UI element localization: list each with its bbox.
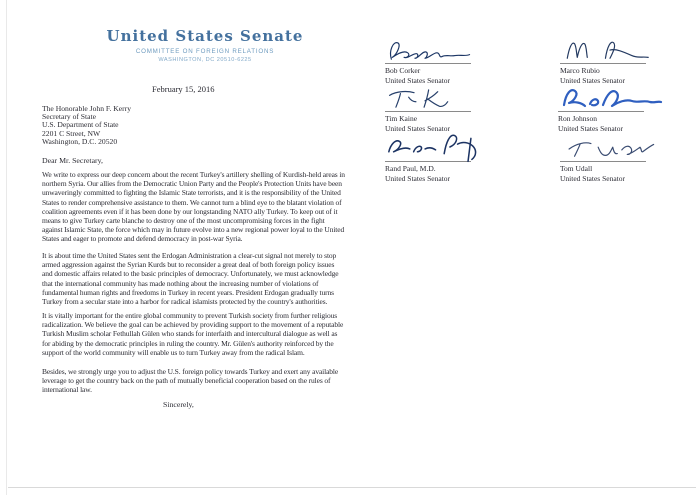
signer-title: United States Senator [560,75,625,85]
recipient-address-block [42,105,131,146]
signer-name: Ron Johnson [558,114,597,123]
signer-name: Tom Udall [560,164,593,173]
signer-title: United States Senator [558,123,623,133]
signature-handwriting-ron-johnson [558,84,668,114]
letter-paragraph-2: It is about time the United States sent the Erdogan Administration a clear-cut signal not merely to stop armed aggression against the Syrian Kurds but to reconsider a great deal of both foreign policy issues and domestic affairs related to the basic principles of democracy. Unfortunately, we must acknowledge that the international community has made nothing about the increasing number of violations of fundamental human rights and freedoms in Turkey in recent years. President Erdogan gradually turns Turkey from a secular state into a harbor for radical islamists protected by the country's authorities. [42,251,339,307]
signer-title: United States Senator [385,123,450,133]
signature-block-tom-udall [560,134,700,183]
scan-edge-left [6,0,7,495]
signer-title: United States Senator [560,173,625,183]
recipient-line-agency: U.S. Department of State [42,120,119,130]
letterhead [40,28,370,63]
letterhead-address-line: WASHINGTON, DC 20510-6225 [158,57,252,63]
letterhead-committee-line: COMMITTEE ON FOREIGN RELATIONS [135,48,275,55]
recipient-line-street: 2201 C Street, NW [42,128,101,138]
signature-block-ron-johnson [558,84,700,133]
signature-handwriting-rand-paul [385,130,490,164]
signature-handwriting-bob-corker [385,36,485,66]
signer-title: United States Senator [385,173,450,183]
letterhead-org-name: United States Senate [106,27,304,45]
signer-name: Bob Corker [385,66,421,75]
signature-block-marco-rubio [560,36,700,85]
scan-edge-bottom [8,487,696,488]
signature-handwriting-tom-udall [560,134,660,164]
signature-handwriting-marco-rubio [560,36,660,66]
letter-paragraph-3: It is vitally important for the entire global community to prevent Turkish society from further religious radicalization. We believe the goal can be achieved by providing support to the movement of a reputable Turkish Muslim scholar Fethullah Gülen who stands for interfaith and intercultural dialogue as well as for abiding by the democratic principles in ruling the country. Mr. Gülen's authority reinforced by the support of the world community will enable us to turn Turkey away from the radical Islam. [42,311,344,357]
signer-name: Tim Kaine [385,114,418,123]
signer-name: Marco Rubio [560,66,600,75]
signature-block-bob-corker [385,36,535,85]
recipient-line-name: The Honorable John F. Kerry [42,104,132,113]
letter-date: February 15, 2016 [152,84,215,94]
recipient-line-title: Secretary of State [42,112,96,122]
letter-paragraph-1: We write to express our deep concern about the recent Turkey's artillery shelling of Kurdish-held areas in northern Syria. Our allies from the Democratic Union Party and the People's Protection Units have been unwaveringly committed to fighting the Islamic State terrorists, and it is the responsibility of the United States to render comprehensive assistance to them. We cannot turn a blind eye to the blatant violation of coalition agreements even if it has been done by our longstanding NATO ally Turkey. To keep out of it means to give Turkey carte blanche to destroy one of the most uncompromising forces in the fight against Islamic State, the force which may in future evolve into a new regional power loyal to the United States and eager to promote and defend democracy in post-war Syria. [42,170,345,244]
signature-block-rand-paul [385,131,535,183]
letter-paragraph-4: Besides, we strongly urge you to adjust the U.S. foreign policy towards Turkey and exert any available leverage to get the country back on the path of mutually beneficial cooperation based on the rules of international law. [42,367,339,395]
closing-sincerely: Sincerely, [163,400,194,409]
recipient-line-city: Washington, D.C. 20520 [42,136,118,146]
signature-block-tim-kaine [385,84,535,133]
signer-name: Rand Paul, M.D. [385,164,436,173]
salutation: Dear Mr. Secretary, [42,156,103,165]
signer-title: United States Senator [385,75,450,85]
signature-handwriting-tim-kaine [385,84,485,114]
